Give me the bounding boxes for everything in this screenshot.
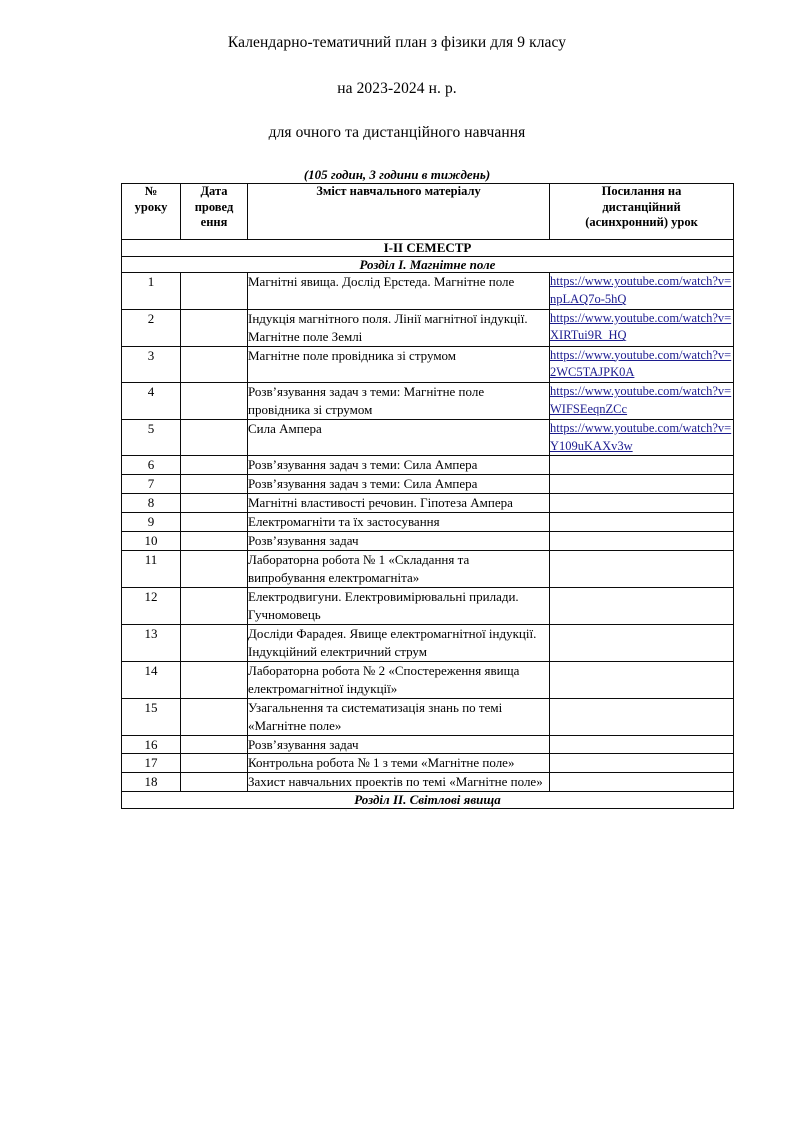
- cell-lesson-number: 5: [122, 419, 181, 456]
- cell-lesson-number: 9: [122, 513, 181, 532]
- cell-link: [550, 698, 734, 735]
- cell-date[interactable]: [181, 456, 248, 475]
- cell-date[interactable]: [181, 309, 248, 346]
- cell-date[interactable]: [181, 588, 248, 625]
- cell-lesson-number: 11: [122, 551, 181, 588]
- table-row: [122, 494, 734, 513]
- cell-date[interactable]: [181, 494, 248, 513]
- cell-link: [550, 309, 734, 346]
- lesson-video-link[interactable]: https://www.youtube.com/watch?v=2WC5TAJPK0A: [550, 347, 732, 380]
- page-title-line-2: на 2023-2024 н. р.: [337, 79, 457, 97]
- cell-date[interactable]: [181, 661, 248, 698]
- cell-content: Розв’язування задач з теми: Сила Ампера: [248, 456, 550, 475]
- cell-link: [550, 346, 734, 383]
- section-label-2: Розділ II. Світлові явища: [122, 792, 734, 809]
- cell-date[interactable]: [181, 735, 248, 754]
- cell-date[interactable]: [181, 513, 248, 532]
- table-row: [122, 551, 734, 588]
- page-title-line-3: для очного та дистанційного навчання: [268, 124, 526, 142]
- cell-content: Розв’язування задач з теми: Сила Ампера: [248, 475, 550, 494]
- cell-link: [550, 273, 734, 310]
- column-header-content: Зміст навчального матеріалу: [248, 184, 550, 240]
- cell-date[interactable]: [181, 475, 248, 494]
- column-header-link: [550, 184, 734, 240]
- cell-content: Магнітні явища. Дослід Ерстеда. Магнітне поле: [248, 273, 550, 310]
- cell-lesson-number: 4: [122, 383, 181, 420]
- cell-link: [550, 494, 734, 513]
- column-header-date-line-3: ення: [200, 215, 228, 230]
- column-header-link-line-1: Посилання на: [601, 184, 682, 198]
- table-header-row: [122, 184, 734, 240]
- cell-lesson-number: 1: [122, 273, 181, 310]
- cell-date[interactable]: [181, 346, 248, 383]
- lesson-video-link[interactable]: https://www.youtube.com/watch?v=npLAQ7o-5hQ: [550, 274, 732, 306]
- cell-content: Розв’язування задач: [248, 532, 550, 551]
- curriculum-table-wrapper: [121, 183, 733, 809]
- cell-link: [550, 383, 734, 420]
- cell-link: [550, 456, 734, 475]
- cell-date[interactable]: [181, 273, 248, 310]
- cell-content: Лабораторна робота № 2 «Спостереження явища електромагнітної індукції»: [248, 661, 550, 698]
- table-header: [122, 184, 734, 240]
- cell-link: [550, 754, 734, 773]
- cell-lesson-number: 8: [122, 494, 181, 513]
- cell-lesson-number: 12: [122, 588, 181, 625]
- table-row: [122, 773, 734, 792]
- cell-link: [550, 513, 734, 532]
- cell-content: Магнітне поле провідника зі струмом: [248, 346, 550, 383]
- cell-content: Лабораторна робота № 1 «Складання та випробування електромагніта»: [248, 551, 550, 588]
- cell-date[interactable]: [181, 773, 248, 792]
- lesson-video-link[interactable]: https://www.youtube.com/watch?v=XIRTui9R_HQ: [550, 310, 732, 343]
- cell-lesson-number: 17: [122, 754, 181, 773]
- page-title-line-1: Календарно-тематичний план з фізики для 9 класу: [227, 34, 567, 51]
- cell-link: [550, 661, 734, 698]
- cell-content: Узагальнення та систематизація знань по темі «Магнітне поле»: [248, 698, 550, 735]
- section-label-1: Розділ I. Магнітне поле: [122, 256, 734, 273]
- cell-content: Електродвигуни. Електровимірювальні прилади. Гучномовець: [248, 588, 550, 625]
- cell-lesson-number: 2: [122, 309, 181, 346]
- cell-content: Захист навчальних проектів по темі «Магнітне поле»: [248, 773, 550, 792]
- cell-content: Електромагніти та їх застосування: [248, 513, 550, 532]
- cell-content: Сила Ампера: [248, 419, 550, 456]
- column-header-lesson-number-line-1: №: [144, 184, 158, 198]
- column-header-date: [181, 184, 248, 240]
- cell-lesson-number: 16: [122, 735, 181, 754]
- cell-link: [550, 735, 734, 754]
- curriculum-table: [121, 183, 734, 809]
- table-row: [122, 456, 734, 475]
- cell-lesson-number: 13: [122, 624, 181, 661]
- table-row: [122, 475, 734, 494]
- table-row: [122, 698, 734, 735]
- cell-content: Досліди Фарадея. Явище електромагнітної індукції. Індукційний електричний струм: [248, 624, 550, 661]
- table-row: [122, 273, 734, 310]
- table-row: [122, 588, 734, 625]
- semester-band-row: [122, 240, 734, 257]
- cell-lesson-number: 10: [122, 532, 181, 551]
- cell-lesson-number: 15: [122, 698, 181, 735]
- cell-date[interactable]: [181, 624, 248, 661]
- cell-link: [550, 588, 734, 625]
- lesson-video-link[interactable]: https://www.youtube.com/watch?v=WIFSEeqnZCc: [550, 384, 732, 416]
- cell-date[interactable]: [181, 419, 248, 456]
- cell-content: Індукція магнітного поля. Лінії магнітної індукції. Магнітне поле Землі: [248, 309, 550, 346]
- table-row: [122, 513, 734, 532]
- table-row: [122, 735, 734, 754]
- cell-link: [550, 419, 734, 456]
- table-row: [122, 383, 734, 420]
- cell-link: [550, 551, 734, 588]
- cell-content: Розв’язування задач: [248, 735, 550, 754]
- cell-lesson-number: 18: [122, 773, 181, 792]
- column-header-lesson-number: [122, 184, 181, 240]
- table-row: [122, 754, 734, 773]
- cell-content: Розв’язування задач з теми: Магнітне поле провідника зі струмом: [248, 383, 550, 420]
- table-row: [122, 309, 734, 346]
- document-title-block: [0, 0, 794, 182]
- table-row: [122, 532, 734, 551]
- section-row-2: [122, 792, 734, 809]
- semester-band-label: I-II СЕМЕСТР: [122, 240, 734, 257]
- column-header-link-line-3: (асинхронний) урок: [585, 215, 698, 230]
- cell-date[interactable]: [181, 383, 248, 420]
- cell-date[interactable]: [181, 532, 248, 551]
- cell-date[interactable]: [181, 551, 248, 588]
- table-row: [122, 346, 734, 383]
- cell-lesson-number: 7: [122, 475, 181, 494]
- table-row: [122, 624, 734, 661]
- cell-link: [550, 624, 734, 661]
- table-row: [122, 661, 734, 698]
- cell-content: Магнітні властивості речовин. Гіпотеза Ампера: [248, 494, 550, 513]
- column-header-date-line-2: провед: [194, 199, 234, 214]
- cell-lesson-number: 14: [122, 661, 181, 698]
- column-header-lesson-number-line-2: уроку: [134, 199, 168, 214]
- cell-link: [550, 773, 734, 792]
- table-row: [122, 419, 734, 456]
- cell-date[interactable]: [181, 754, 248, 773]
- lesson-video-link[interactable]: https://www.youtube.com/watch?v=Y109uKAXv3w: [550, 420, 732, 453]
- cell-content: Контрольна робота № 1 з теми «Магнітне поле»: [248, 754, 550, 773]
- cell-link: [550, 475, 734, 494]
- cell-lesson-number: 6: [122, 456, 181, 475]
- column-header-date-line-1: Дата: [200, 184, 228, 198]
- cell-date[interactable]: [181, 698, 248, 735]
- cell-lesson-number: 3: [122, 346, 181, 383]
- page-subtitle: (105 годин, 3 години в тиждень): [303, 166, 491, 182]
- cell-link: [550, 532, 734, 551]
- table-body: [122, 240, 734, 809]
- section-row-1: [122, 256, 734, 273]
- column-header-link-line-2: дистанційний: [602, 199, 681, 214]
